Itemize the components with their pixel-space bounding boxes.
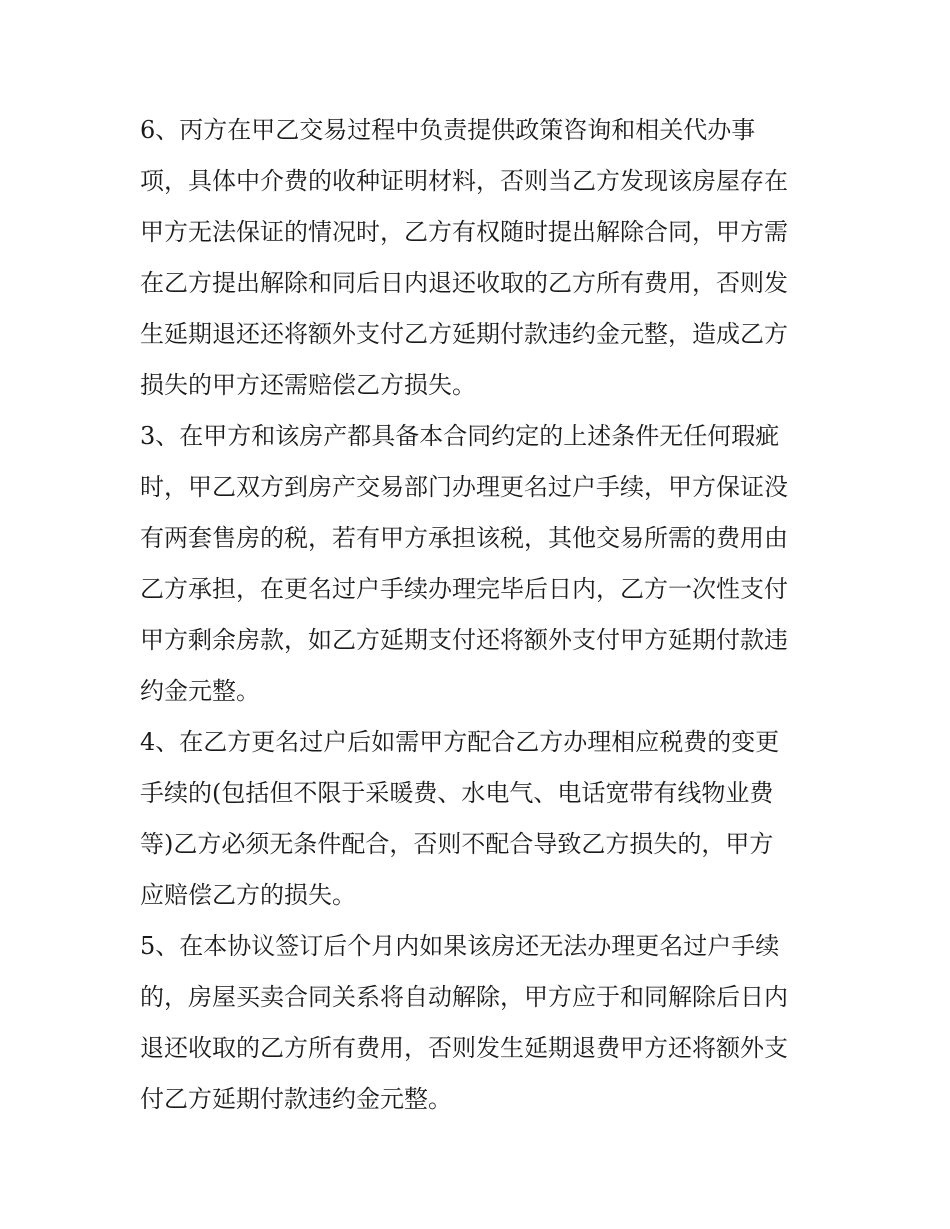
text-line: 乙方承担，在更名过户手续办理完毕后日内，乙方一次性支付 [140, 575, 788, 603]
document-body [140, 105, 820, 1125]
text-line: 在乙方提出解除和同后日内退还收取的乙方所有费用，否则发 [140, 269, 788, 297]
text-line: 退还收取的乙方所有费用，否则发生延期退费甲方还将额外支 [140, 1034, 788, 1062]
text-line: 等)乙方必须无条件配合，否则不配合导致乙方损失的，甲方 [140, 830, 774, 858]
text-line: 时，甲乙双方到房产交易部门办理更名过户手续，甲方保证没 [140, 473, 788, 501]
text-line: 3、在甲方和该房产都具备本合同约定的上述条件无任何瑕疵 [140, 422, 780, 450]
paragraph-clause-5 [140, 921, 820, 1125]
text-line: 生延期退还还将额外支付乙方延期付款违约金元整，造成乙方 [140, 320, 788, 348]
text-line: 约金元整。 [140, 677, 260, 705]
text-line: 损失的甲方还需赔偿乙方损失。 [140, 371, 476, 399]
text-line: 甲方剩余房款，如乙方延期支付还将额外支付甲方延期付款违 [140, 626, 788, 654]
text-line: 项，具体中介费的收种证明材料，否则当乙方发现该房屋存在 [140, 167, 788, 195]
text-line: 有两套售房的税，若有甲方承担该税，其他交易所需的费用由 [140, 524, 788, 552]
paragraph-clause-3 [140, 411, 820, 717]
text-line: 6、丙方在甲乙交易过程中负责提供政策咨询和相关代办事 [140, 116, 756, 144]
text-line: 手续的(包括但不限于采暖费、水电气、电话宽带有线物业费 [140, 779, 774, 807]
text-line: 的，房屋买卖合同关系将自动解除，甲方应于和同解除后日内 [140, 983, 788, 1011]
paragraph-clause-4 [140, 717, 820, 921]
text-line: 应赔偿乙方的损失。 [140, 881, 356, 909]
paragraph-clause-6 [140, 105, 820, 411]
text-line: 甲方无法保证的情况时，乙方有权随时提出解除合同，甲方需 [140, 218, 788, 246]
text-line: 付乙方延期付款违约金元整。 [140, 1085, 452, 1113]
text-line: 4、在乙方更名过户后如需甲方配合乙方办理相应税费的变更 [140, 728, 780, 756]
text-line: 5、在本协议签订后个月内如果该房还无法办理更名过户手续 [140, 932, 780, 960]
